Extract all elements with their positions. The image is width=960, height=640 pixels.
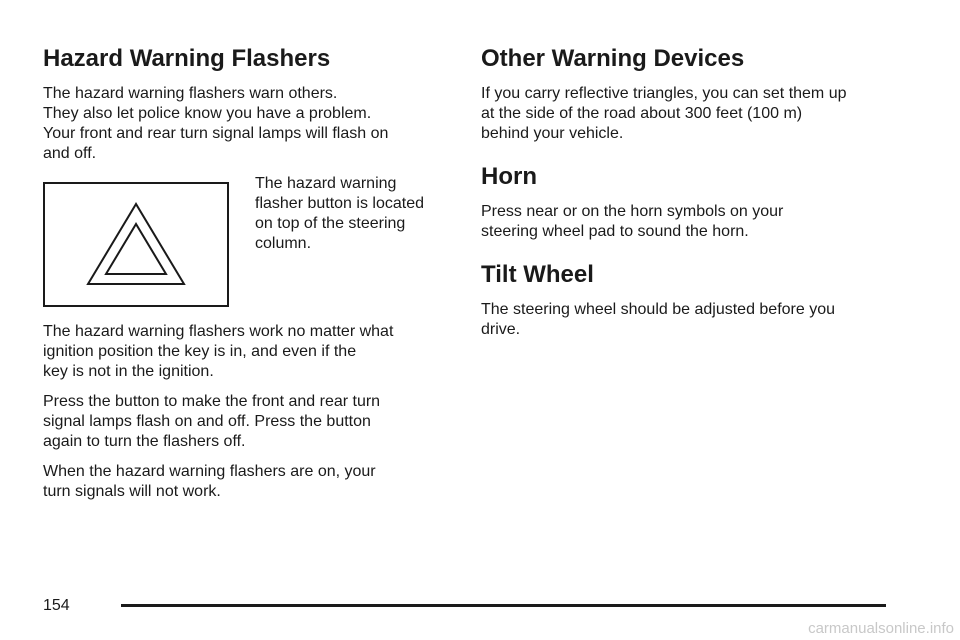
intro-line: and off. bbox=[43, 145, 97, 162]
paragraph-line: signal lamps flash on and off. Press the button bbox=[43, 413, 371, 430]
paragraph-line: The steering wheel should be adjusted before you bbox=[481, 301, 836, 318]
paragraph-line: turn signals will not work. bbox=[43, 483, 221, 500]
watermark: carmanualsonline.info bbox=[808, 620, 954, 637]
paragraph-line: key is not in the ignition. bbox=[43, 363, 214, 380]
caption-line: flasher button is located bbox=[255, 195, 424, 212]
figure-caption-text bbox=[255, 174, 445, 254]
paragraph-line: ignition position the key is in, and even if the bbox=[43, 343, 357, 360]
paragraph-line: Press near or on the horn symbols on your bbox=[481, 203, 784, 220]
paragraph-line: again to turn the flashers off. bbox=[43, 433, 246, 450]
hazard-warning-flashers-heading: Hazard Warning Flashers bbox=[43, 45, 331, 72]
paragraph-line: The hazard warning flashers work no matter what bbox=[43, 323, 394, 340]
left-column bbox=[43, 44, 443, 512]
caption-line: on top of the steering bbox=[255, 215, 406, 232]
ignition-paragraph bbox=[43, 322, 443, 382]
paragraph-line: Press the button to make the front and rear turn bbox=[43, 393, 381, 410]
press-button-paragraph bbox=[43, 392, 443, 452]
intro-paragraph bbox=[43, 84, 443, 164]
page-number: 154 bbox=[43, 597, 70, 614]
right-column bbox=[481, 44, 891, 350]
footer-rule bbox=[121, 604, 886, 607]
hazard-button-figure bbox=[43, 174, 443, 310]
paragraph-line: When the hazard warning flashers are on, your bbox=[43, 463, 376, 480]
figure-caption bbox=[255, 174, 445, 254]
horn-heading: Horn bbox=[481, 163, 537, 190]
paragraph-line: behind your vehicle. bbox=[481, 125, 624, 142]
hazard-button-illustration bbox=[43, 182, 229, 307]
intro-line: Your front and rear turn signal lamps will flash on bbox=[43, 125, 389, 142]
paragraph-line: If you carry reflective triangles, you can set them up bbox=[481, 85, 847, 102]
paragraph-line: at the side of the road about 300 feet (100 m) bbox=[481, 105, 803, 122]
hazard-triangle-icon bbox=[45, 184, 227, 305]
caption-line: The hazard warning bbox=[255, 175, 397, 192]
page-footer bbox=[43, 595, 886, 617]
other-warning-devices-paragraph bbox=[481, 84, 891, 144]
horn-paragraph bbox=[481, 202, 891, 242]
turn-signals-paragraph bbox=[43, 462, 443, 502]
tilt-wheel-heading: Tilt Wheel bbox=[481, 261, 594, 288]
tilt-wheel-paragraph bbox=[481, 300, 891, 340]
paragraph-line: drive. bbox=[481, 321, 521, 338]
intro-line: The hazard warning flashers warn others. bbox=[43, 85, 338, 102]
other-warning-devices-heading: Other Warning Devices bbox=[481, 45, 745, 72]
caption-line: column. bbox=[255, 235, 312, 252]
paragraph-line: steering wheel pad to sound the horn. bbox=[481, 223, 749, 240]
intro-line: They also let police know you have a problem. bbox=[43, 105, 372, 122]
